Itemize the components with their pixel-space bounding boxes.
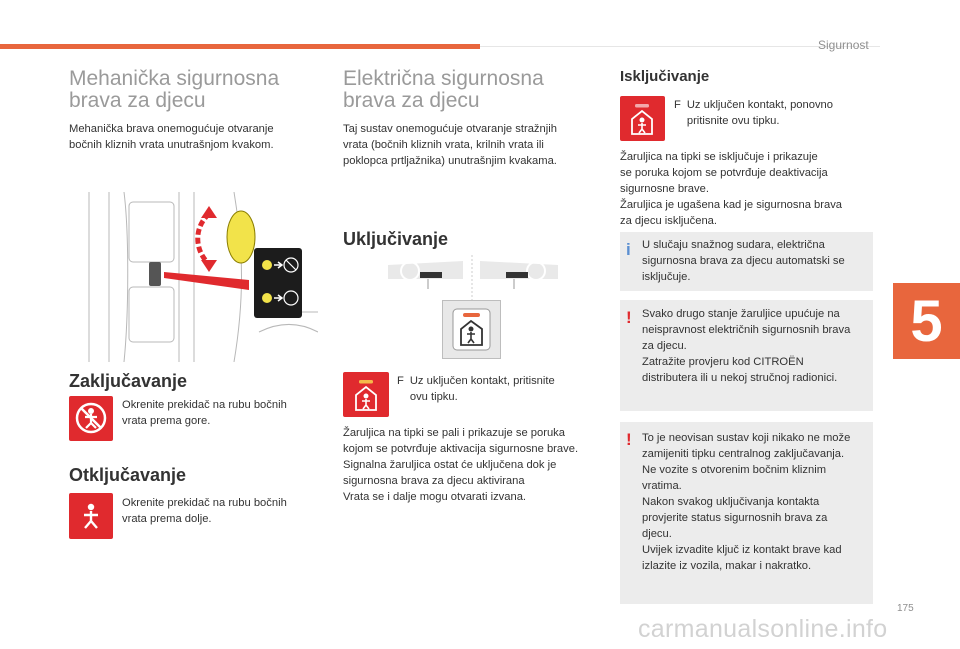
enable-step-text: Uz uključen kontakt, pritisnite ovu tipku. [409, 375, 555, 403]
watermark: carmanualsonline.info [638, 615, 888, 643]
enable-description: Žaruljica na tipki se pali i prikazuje se poruka kojom se potvrđuje aktivacija sigurnosne brave. Signalna žaruljica ostat će uključena dok je sigurnosna brava za djecu aktivirana Vrata se i dalje mogu otvarati izvana. [343, 427, 579, 503]
page-number: 175 [897, 603, 914, 614]
warning-note-indicator-text: Svako drugo stanje žaruljice upućuje na neispravnost električnih sigurnosnih brava za djecu. Zatražite provjeru kod CITROËN distributera ili u nekoj stručnoj radionici. [642, 308, 851, 384]
warning-icon: ! [626, 308, 632, 327]
child-lock-button-lit-icon [343, 372, 389, 417]
enable-step [397, 373, 597, 405]
door-edge-drawing [69, 192, 318, 362]
disable-step-bullet: F [674, 99, 681, 111]
child-lock-button-illustration [442, 300, 501, 359]
unlock-instruction: Okrenite prekidač na rubu bočnih vrata prema dolje. [122, 497, 287, 525]
disable-step [674, 97, 874, 129]
warning-note-system [620, 422, 873, 604]
mechanical-lock-title: Mehanička sigurnosna brava za djecu [69, 67, 280, 112]
electric-lock-intro: Taj sustav onemogućuje otvaranje stražnjih vrata (bočnih kliznih vrata, krilnih vrata ili poklopca prtljažnika) unutrašnjim kvakama. [343, 123, 557, 167]
warning-note-system-text: To je neovisan sustav koji nikako ne može zamijeniti tipku centralnog zaključavanja. Ne vozite s otvorenim bočnim kliznim vratima. Nakon svakog uključivanja kontakta provjerite status sigurnosnih brava za djecu. Uvijek izvadite ključ iz kontakt brave kad izlazite iz vozila, makar i nakratko. [642, 432, 851, 572]
lock-heading: Zaključavanje [69, 371, 188, 391]
info-note [620, 232, 873, 291]
disable-step-text: Uz uključen kontakt, ponovno pritisnite ovu tipku. [686, 99, 833, 127]
header-accent-bar [0, 44, 480, 49]
lock-instruction: Okrenite prekidač na rubu bočnih vrata prema gore. [122, 399, 287, 427]
door-lock-illustration [69, 192, 318, 362]
info-icon: i [626, 240, 631, 259]
warning-note-indicator [620, 300, 873, 411]
enable-step-bullet: F [397, 375, 404, 387]
section-label: Sigurnost [818, 38, 869, 52]
electric-lock-title: Električna sigurnosna brava za djecu [343, 67, 544, 112]
disable-description: Žaruljica na tipki se isključuje i prikazuje se poruka kojom se potvrđuje deaktivacija sigurnosne brave. Žaruljica je ugašena kad je sigurnosna brava za djecu isključena. [620, 151, 843, 227]
chapter-number: 5 [910, 288, 943, 354]
child-lock-off-icon [69, 493, 113, 539]
child-lock-on-icon [69, 396, 113, 441]
info-note-text: U slučaju snažnog sudara, električna sigurnosna brava za djecu automatski se isključuje. [642, 239, 845, 283]
dashboard-switch-illustration [388, 255, 558, 300]
child-lock-button-off-icon [620, 96, 665, 141]
unlock-heading: Otključavanje [69, 465, 187, 485]
mechanical-lock-intro: Mehanička brava onemogućuje otvaranje bočnih kliznih vrata unutrašnjom kvakom. [69, 123, 274, 151]
enable-heading: Uključivanje [343, 229, 449, 249]
warning-icon: ! [626, 430, 632, 449]
disable-heading: Isključivanje [620, 68, 710, 85]
